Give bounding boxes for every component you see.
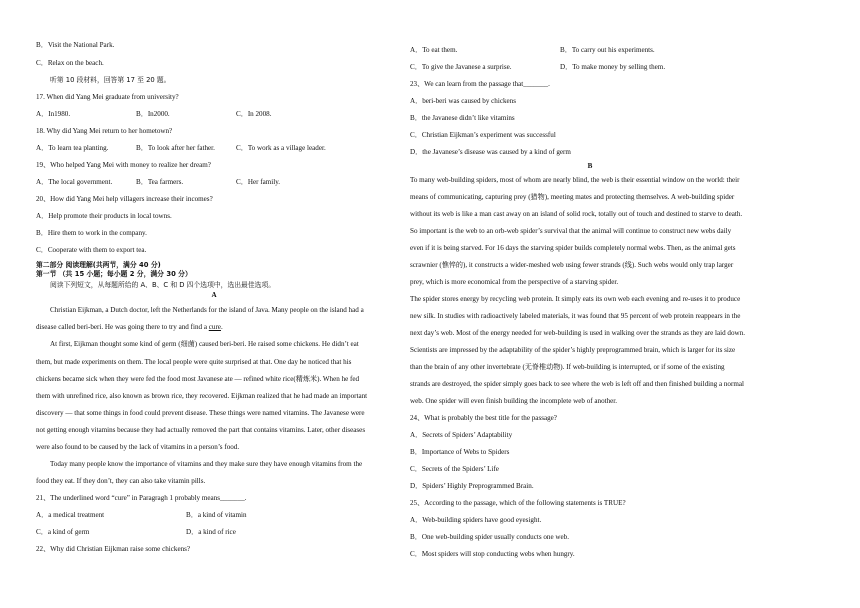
q17-option-a: A．In1980.: [36, 110, 71, 118]
reading-instruction: 阅读下列短文，从每题所给的 A、B、C 和 D 四个选项中，选出最佳选项。: [50, 281, 276, 289]
q22-option-a: A．To eat them.: [410, 46, 458, 54]
q19-stem: 19、Who helped Yang Mei with money to realize her dream?: [36, 161, 211, 169]
q20-option-b: B．Hire them to work in the company.: [36, 229, 147, 237]
q22-option-c: C．To give the Javanese a surprise.: [410, 63, 512, 71]
passage-a-line: Christian Eijkman, a Dutch doctor, left the Netherlands for the island of Java. Many people on the island had a: [50, 306, 364, 314]
passage-a-line: disease called beri-beri. He was going there to try and find a cure.: [36, 323, 223, 331]
passage-a-line: Today many people know the importance of vitamins and they make sure they have enough vitamins from the: [50, 460, 363, 468]
q18-option-b: B．To look after her father.: [136, 144, 215, 152]
q24-option-a: A．Secrets of Spiders’ Adaptability: [410, 431, 513, 439]
passage-b-line: new silk. In studies with radioactively labeled materials, it was found that 95 percent of web protein reappears in the: [410, 312, 741, 320]
passage-b-line: To many web-building spiders, most of whom are nearly blind, the web is their essential window on the world: their: [410, 176, 740, 184]
q18-option-a: A．To learn tea planting.: [36, 144, 109, 152]
q21-option-b: B．a kind of vitamin: [186, 511, 247, 519]
q22-option-b: B．To carry out his experiments.: [560, 46, 655, 54]
passage-b-title: B: [587, 162, 593, 170]
q25-stem: 25、According to the passage, which of the following statements is TRUE?: [410, 499, 626, 507]
section-one-heading: 第一节 （共 15 小题；每小题 2 分，满分 30 分）: [36, 270, 192, 278]
passage-b-line: without its web is like a man cast away on an island of solid rock, totally out of touch and destined to starve to death.: [410, 210, 743, 218]
q19-option-b: B．Tea farmers.: [136, 178, 184, 186]
passage-a-line: food they eat. If they don’t, they can also take vitamin pills.: [36, 477, 206, 485]
passage-b-line: So important is the web to an orb-web spider’s survival that the animal will continue to construct new webs daily: [410, 227, 732, 235]
q20-stem: 20、How did Yang Mei help villagers increase their incomes?: [36, 195, 213, 203]
passage-b-line: even if it is being starved. For 16 days the starving spider builds completely normal webs. Then, as the animal gets: [410, 244, 736, 252]
q25-option-c: C．Most spiders will stop conducting webs when hungry.: [410, 550, 575, 558]
passage-a-line: them, but made experiments on them. The local people were quite surprised at that. One day he noticed that his: [36, 358, 352, 366]
q17-stem: 17. When did Yang Mei graduate from university?: [36, 93, 179, 101]
q21-option-a: A．a medical treatment: [36, 511, 105, 519]
listening-instruction: 听第 10 段材料，回答第 17 至 20 题。: [50, 76, 171, 84]
part-two-heading: 第二部分 阅读理解(共两节，满分 40 分): [36, 261, 161, 269]
passage-a-line: them with unrefined rice, also known as brown rice, they recovered. Eijkman realized that he had made an important: [36, 392, 368, 400]
passage-a-line: not getting enough vitamins because they had actually removed the part that contains vitamins. Later, other diseases: [36, 426, 366, 434]
q16-option-c: C．Relax on the beach.: [36, 59, 104, 67]
passage-a-line: were also found to be caused by the lack of vitamins in a person’s food.: [36, 443, 240, 451]
passage-a-line: discovery — that some things in food could prevent disease. These things were named vitamins. The Javanese were: [36, 409, 365, 417]
q24-option-d: D．Spiders’ Highly Preprogrammed Brain.: [410, 482, 534, 490]
q16-option-b: B．Visit the National Park.: [36, 41, 115, 49]
passage-b-line: than the brain of any other invertebrate (无脊椎动物). If web-building is interrupted, or if some of the existing: [410, 363, 725, 371]
passage-b-line: scrawnier (憔悴的), it constructs a wider-meshed web using fewer strands (线). Such webs would only trap larger: [410, 261, 734, 269]
q19-option-c: C．Her family.: [236, 178, 281, 186]
passage-a-line: chickens became sick when they were fed the food most Javanese ate — refined white rice(精炼米). When he fed: [36, 375, 360, 383]
q21-option-d: D．a kind of rice: [186, 528, 236, 536]
passage-b-line: Scientists are impressed by the adaptability of the spider’s highly preprogrammed brain, which is larger for its size: [410, 346, 736, 354]
q19-option-a: A．The local government.: [36, 178, 113, 186]
passage-b-line: means of communicating, capturing prey (猎物), meeting mates and protecting themselves. A web-building spider: [410, 193, 735, 201]
q25-option-b: B．One web-building spider usually conducts one web.: [410, 533, 569, 541]
q23-option-a: A．beri-beri was caused by chickens: [410, 97, 516, 105]
q23-option-c: C．Christian Eijkman’s experiment was successful: [410, 131, 556, 139]
q20-option-c: C．Cooperate with them to export tea.: [36, 246, 147, 254]
q21-stem: 21、The underlined word “cure” in Paragragh 1 probably means_______.: [36, 494, 247, 502]
underlined-word-cure: cure: [208, 323, 221, 331]
q17-option-c: C．In 2008.: [236, 110, 272, 118]
passage-b-line: prey, which is more economical from the perspective of a starving spider.: [410, 278, 619, 286]
passage-a-title: A: [211, 291, 217, 299]
passage-b-line: next day’s web. Most of the energy needed for web-building is used in walking over the strands as they are laid down.: [410, 329, 745, 337]
q17-option-b: B．In2000.: [136, 110, 170, 118]
q25-option-a: A．Web-building spiders have good eyesight.: [410, 516, 542, 524]
q23-option-d: D．the Javanese’s disease was caused by a kind of germ: [410, 148, 571, 156]
q24-stem: 24、What is probably the best title for the passage?: [410, 414, 557, 422]
q24-option-b: B．Importance of Webs to Spiders: [410, 448, 510, 456]
q22-stem: 22、Why did Christian Eijkman raise some chickens?: [36, 545, 191, 553]
q24-option-c: C．Secrets of the Spiders’ Life: [410, 465, 499, 473]
q18-stem: 18. Why did Yang Mei return to her hometown?: [36, 127, 173, 135]
passage-b-line: The spider stores energy by recycling web protein. It simply eats its own web each evening and re-uses it to produce: [410, 295, 741, 303]
q20-option-a: A．Help promote their products in local towns.: [36, 212, 172, 220]
q18-option-c: C．To work as a village leader.: [236, 144, 326, 152]
q21-option-c: C．a kind of germ: [36, 528, 90, 536]
q22-option-d: D．To make money by selling them.: [560, 63, 666, 71]
passage-b-line: web. One spider will even finish building the incomplete web of another.: [410, 397, 618, 405]
q23-stem: 23、We can learn from the passage that_______.: [410, 80, 550, 88]
q23-option-b: B．the Javanese didn’t like vitamins: [410, 114, 515, 122]
passage-b-line: strands are destroyed, the spider simply goes back to see where the web is left off and then finished building a normal: [410, 380, 744, 388]
passage-a-line: At first, Eijkman thought some kind of germ (细菌) caused beri-beri. He raised some chickens. He didn’t eat: [50, 340, 359, 348]
